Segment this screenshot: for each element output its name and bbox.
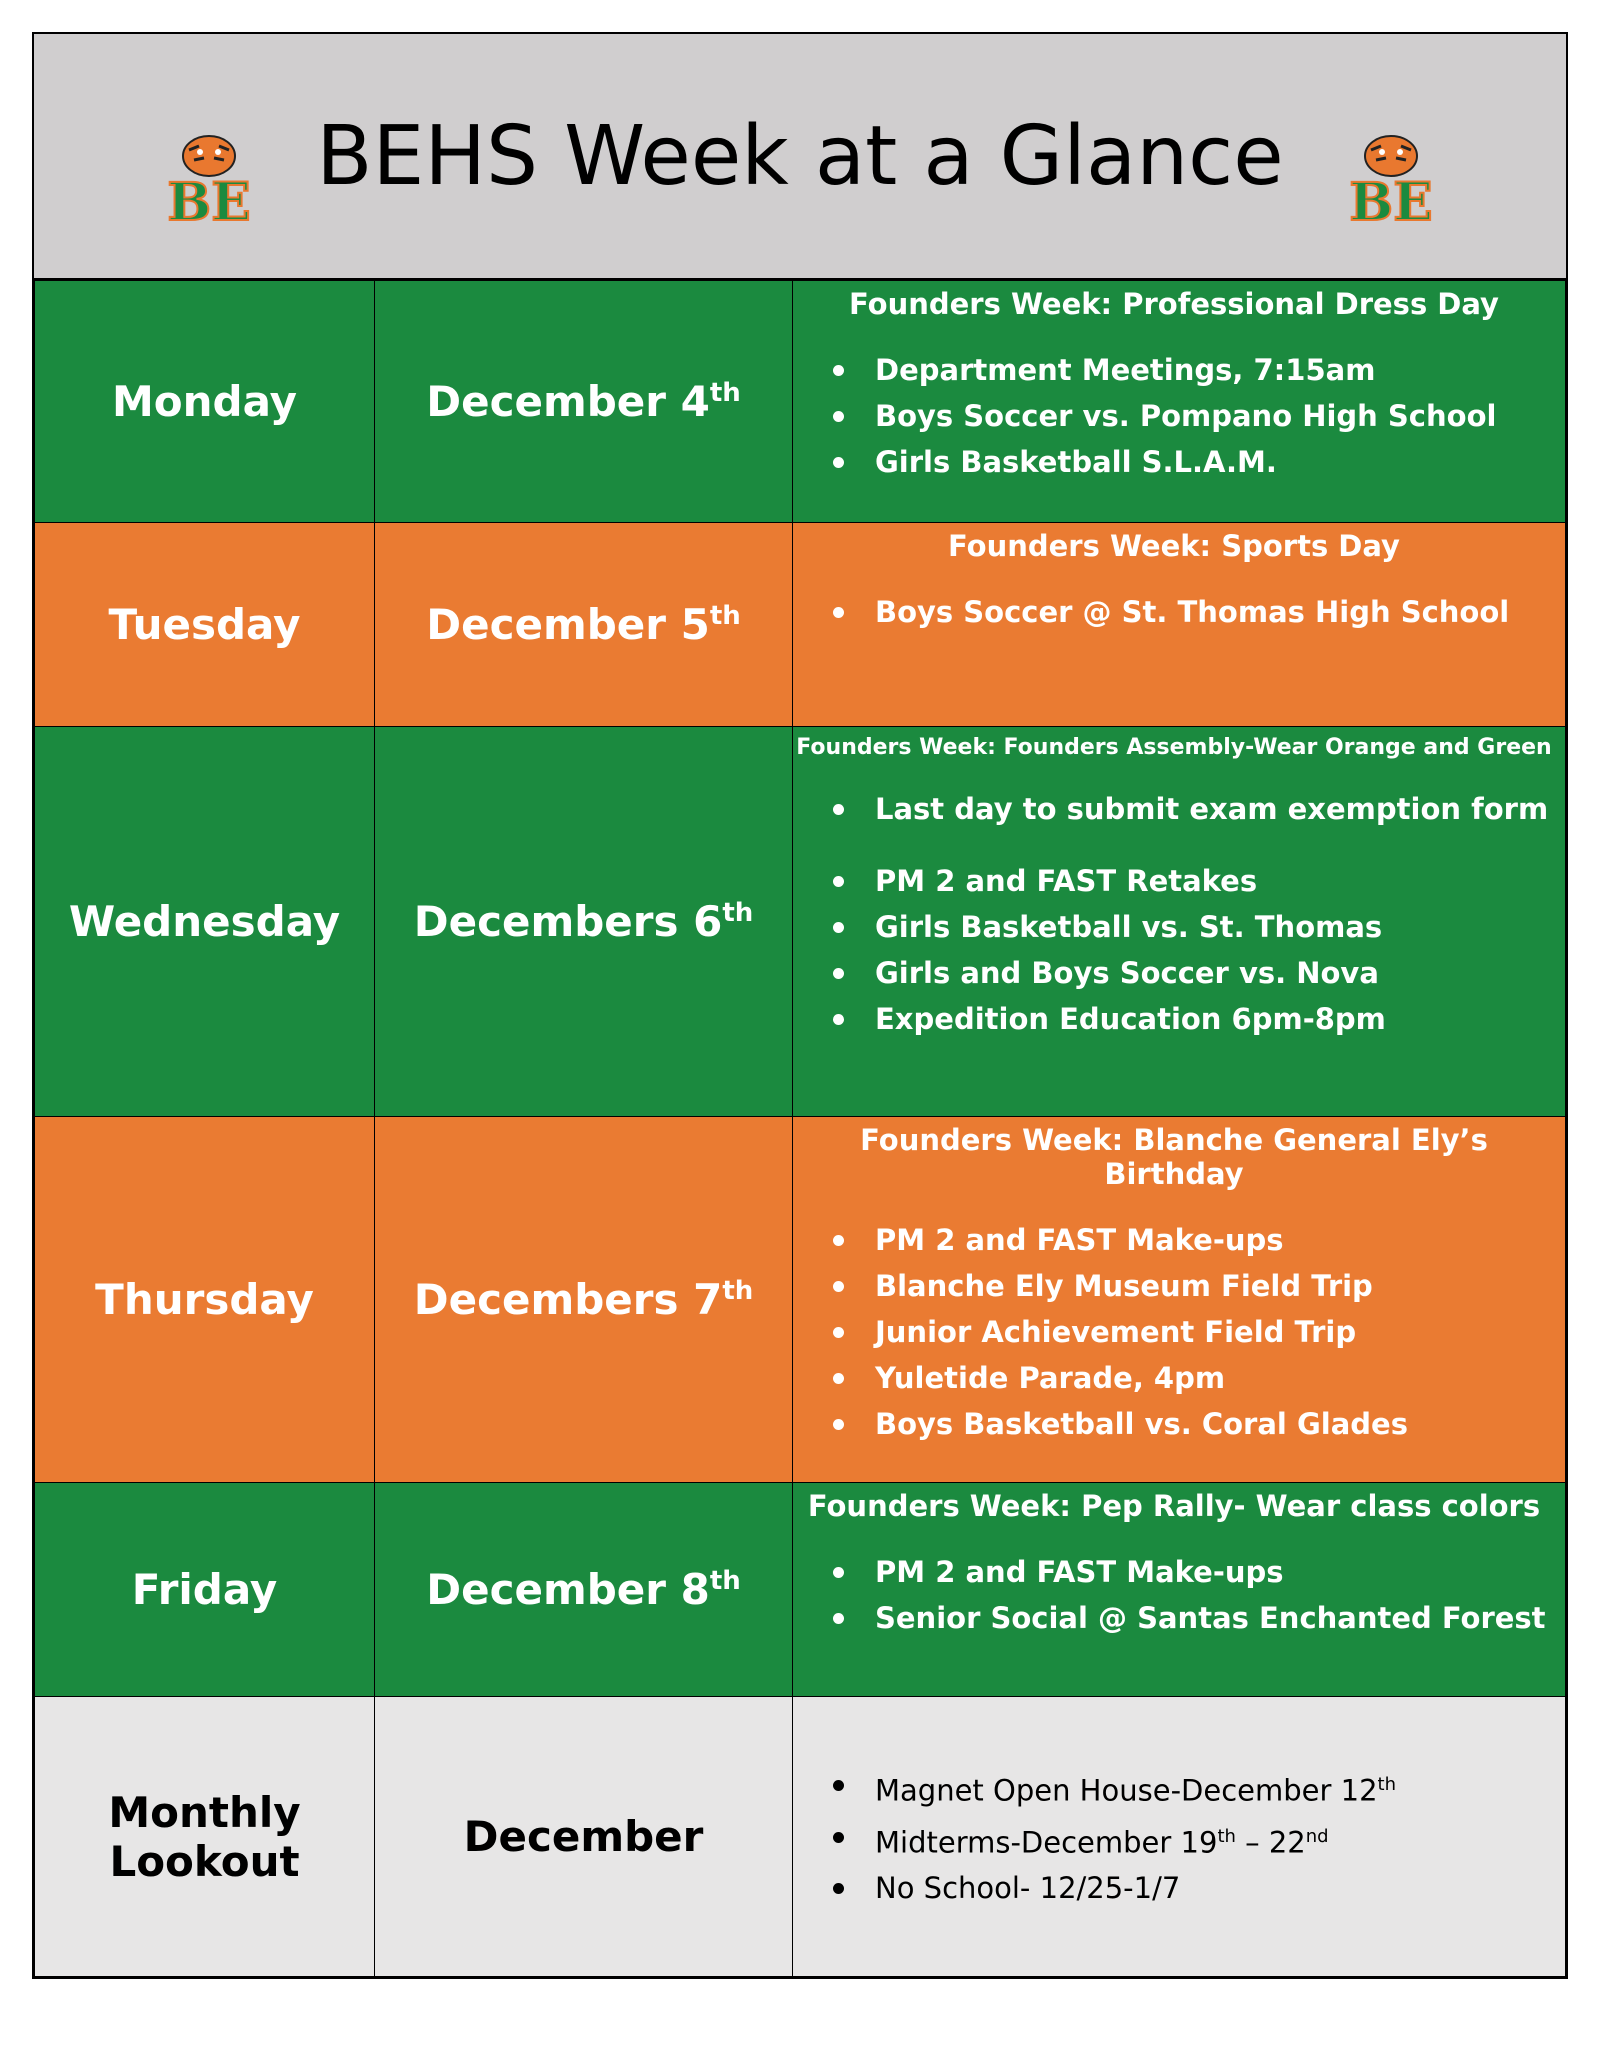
founders-theme: Founders Week: Sports Day [948, 529, 1400, 563]
day-row-friday [35, 1483, 1566, 1697]
header-banner [34, 34, 1566, 280]
list-item: No School- 12/25-1/7 [875, 1865, 1555, 1911]
list-item: Yuletide Parade, 4pm [875, 1355, 1555, 1401]
list-item: Expedition Education 6pm-8pm [875, 996, 1555, 1042]
tiger-logo-icon [1346, 130, 1436, 230]
list-item: Last day to submit exam exemption form [875, 786, 1555, 832]
lookout-label-line: Monthly [108, 1787, 301, 1837]
day-events [793, 281, 1566, 523]
list-item: Department Meetings, 7:15am [875, 347, 1555, 393]
page-title: BEHS Week at a Glance [316, 108, 1284, 204]
tiger-logo-icon [164, 130, 254, 230]
list-item: Girls Basketball vs. St. Thomas [875, 904, 1555, 950]
day-events [793, 727, 1566, 1117]
monthly-lookout-row [35, 1697, 1566, 1977]
day-date: Decembers 7th [375, 1117, 793, 1483]
day-date: December 4th [375, 281, 793, 523]
list-item: Magnet Open House-December 12th [875, 1762, 1555, 1814]
list-item: Girls and Boys Soccer vs. Nova [875, 950, 1555, 996]
event-list [793, 1217, 1555, 1447]
list-item: Senior Social @ Santas Enchanted Forest [875, 1595, 1555, 1641]
day-row-thursday [35, 1117, 1566, 1483]
day-date: December 8th [375, 1483, 793, 1697]
list-item: Junior Achievement Field Trip [875, 1309, 1555, 1355]
lookout-month: December [375, 1697, 793, 1977]
founders-theme: Founders Week: Pep Rally- Wear class colors [807, 1489, 1541, 1523]
day-date: December 5th [375, 523, 793, 727]
list-item: Blanche Ely Museum Field Trip [875, 1263, 1555, 1309]
day-events [793, 523, 1566, 727]
day-events [793, 1117, 1566, 1483]
list-item: Boys Soccer vs. Pompano High School [875, 393, 1555, 439]
day-name: Monday [35, 281, 375, 523]
founders-theme: Founders Week: Founders Assembly-Wear Orange and Green [796, 735, 1552, 760]
list-item: Boys Soccer @ St. Thomas High School [875, 589, 1555, 635]
day-row-monday [35, 281, 1566, 523]
day-row-tuesday [35, 523, 1566, 727]
founders-theme: Founders Week: Professional Dress Day [849, 287, 1499, 321]
lookout-label [35, 1697, 375, 1977]
lookout-label-line: Lookout [109, 1836, 300, 1886]
list-item: Midterms-December 19th – 22nd [875, 1814, 1555, 1866]
logo-lettering: BE [167, 172, 251, 230]
day-name: Tuesday [35, 523, 375, 727]
founders-theme: Founders Week: Blanche General Ely’s Birthday [860, 1123, 1488, 1191]
list-item: PM 2 and FAST Retakes [875, 858, 1555, 904]
day-row-wednesday [35, 727, 1566, 1117]
list-item: Boys Basketball vs. Coral Glades [875, 1401, 1555, 1447]
day-name: Wednesday [35, 727, 375, 1117]
event-list [793, 1549, 1555, 1641]
day-date: Decembers 6th [375, 727, 793, 1117]
event-list [793, 347, 1555, 485]
list-item: PM 2 and FAST Make-ups [875, 1549, 1555, 1595]
event-list [793, 589, 1555, 635]
logo-lettering: BE [1349, 172, 1433, 230]
list-item: PM 2 and FAST Make-ups [875, 1217, 1555, 1263]
week-at-a-glance-sheet [32, 32, 1568, 1979]
day-name: Thursday [35, 1117, 375, 1483]
event-list [793, 1762, 1555, 1911]
schedule-table [34, 280, 1566, 1977]
day-name: Friday [35, 1483, 375, 1697]
lookout-events [793, 1697, 1566, 1977]
day-events [793, 1483, 1566, 1697]
event-list [793, 786, 1555, 1042]
list-item: Girls Basketball S.L.A.M. [875, 439, 1555, 485]
